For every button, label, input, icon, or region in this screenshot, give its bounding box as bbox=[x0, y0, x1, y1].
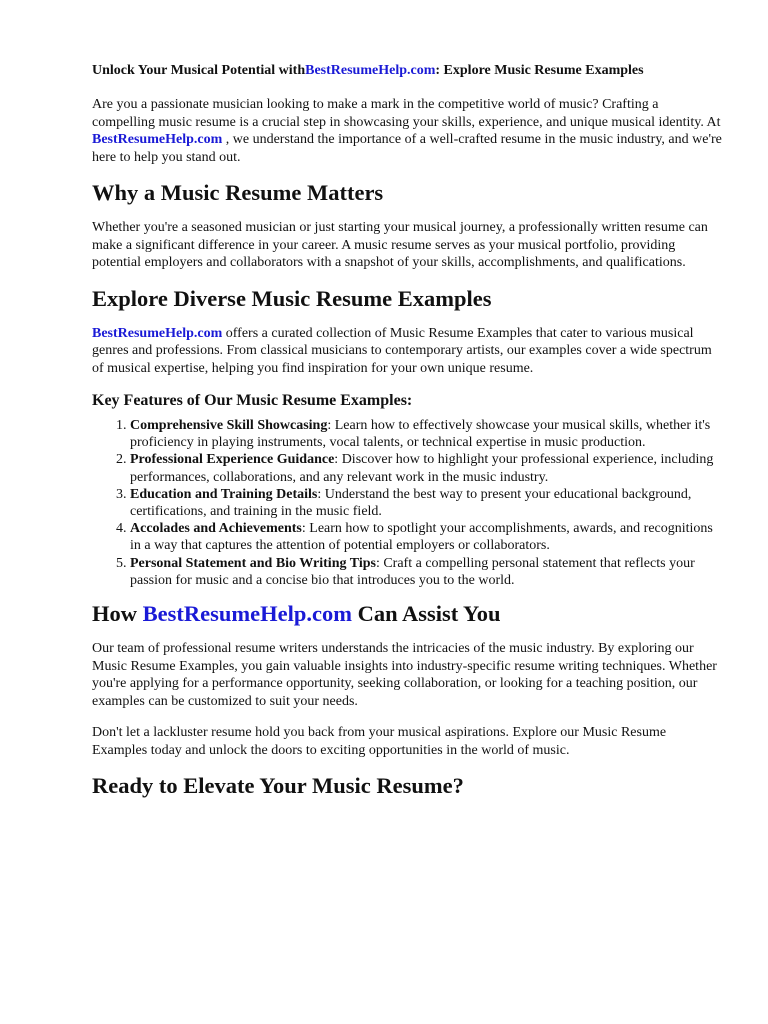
heading-how bbox=[92, 601, 724, 627]
document-title bbox=[92, 62, 724, 79]
list-item bbox=[130, 417, 724, 451]
feature-label: Education and Training Details bbox=[130, 486, 318, 502]
how-paragraph-2: Don't let a lackluster resume hold you back from your musical aspirations. Explore our Music Resume Examples today and unlock the doors to exciting opportunities in the world of music. bbox=[92, 725, 667, 758]
explore-paragraph bbox=[92, 325, 724, 378]
features-list bbox=[92, 417, 724, 589]
how-heading-suffix: Can Assist You bbox=[351, 601, 501, 627]
how-heading-link[interactable]: BestResumeHelp.com bbox=[142, 601, 352, 627]
list-item bbox=[130, 486, 724, 520]
feature-separator: : bbox=[375, 555, 380, 571]
title-link[interactable]: BestResumeHelp.com bbox=[305, 63, 436, 78]
intro-link[interactable]: BestResumeHelp.com bbox=[92, 132, 223, 147]
how-paragraph-1: Our team of professional resume writers understands the intricacies of the music industry. By exploring our Music Resume Examples, you gain valuable insights into industry-specific resume writing techniques. Whether you're applying for a performance opportunity, seeking collaboration, or looking for a teaching position, our examples can be customized to suit your needs. bbox=[92, 641, 717, 709]
list-item bbox=[130, 555, 724, 589]
feature-separator: : bbox=[334, 452, 339, 468]
intro-paragraph bbox=[92, 96, 724, 166]
list-item bbox=[130, 520, 724, 554]
feature-separator: : bbox=[301, 521, 306, 537]
intro-text-start: Are you a passionate musician looking to make a mark in the competitive world of music? Crafting a compelling music resume is a crucial step in showcasing your skills, experience, and unique musical identity. At bbox=[92, 97, 721, 130]
feature-text: Discover how to highlight your professional experience, including performances, collaborations, and any relevant work in the music industry. bbox=[130, 452, 714, 485]
title-suffix: : Explore Music Resume Examples bbox=[435, 63, 644, 78]
heading-why: Why a Music Resume Matters bbox=[92, 180, 384, 205]
feature-label: Personal Statement and Bio Writing Tips bbox=[130, 555, 376, 571]
heading-features: Key Features of Our Music Resume Examples: bbox=[92, 392, 413, 409]
why-paragraph: Whether you're a seasoned musician or just starting your musical journey, a professionally written resume can make a significant difference in your career. A music resume serves as your musical portfolio, providing potential employers and collaborators with a snapshot of your skills, accomplishments, and qualifications. bbox=[92, 220, 708, 270]
explore-text: offers a curated collection of Music Resume Examples that cater to various musical genres and professions. From classical musicians to contemporary artists, our examples cover a wide spectrum of musical expertise, helping you find inspiration for your own unique resume. bbox=[92, 325, 712, 376]
feature-text: Craft a compelling personal statement that reflects your passion for music and a concise bio that introduces you to the world. bbox=[130, 555, 695, 588]
title-prefix: Unlock Your Musical Potential with bbox=[92, 63, 306, 78]
feature-separator: : bbox=[327, 418, 332, 433]
intro-text-end: , we understand the importance of a well-crafted resume in the music industry, and we're here to help you stand out. bbox=[92, 132, 722, 165]
feature-label: Comprehensive Skill Showcasing bbox=[130, 418, 328, 433]
feature-text: Learn how to spotlight your accomplishments, awards, and recognitions in a way that captures the attention of potential employers or collaborators. bbox=[130, 521, 713, 554]
how-heading-prefix: How bbox=[92, 601, 143, 627]
list-item bbox=[130, 451, 724, 485]
heading-ready: Ready to Elevate Your Music Resume? bbox=[92, 773, 464, 799]
explore-link[interactable]: BestResumeHelp.com bbox=[92, 325, 223, 341]
heading-explore: Explore Diverse Music Resume Examples bbox=[92, 285, 492, 311]
feature-label: Professional Experience Guidance bbox=[130, 452, 335, 468]
feature-text: Learn how to effectively showcase your musical skills, whether it's proficiency in playing instruments, vocal talents, or technical expertise in music production. bbox=[130, 418, 711, 451]
feature-separator: : bbox=[317, 486, 322, 502]
feature-label: Accolades and Achievements bbox=[130, 521, 302, 537]
feature-text: Understand the best way to present your educational background, certifications, and training in the music field. bbox=[130, 486, 692, 520]
